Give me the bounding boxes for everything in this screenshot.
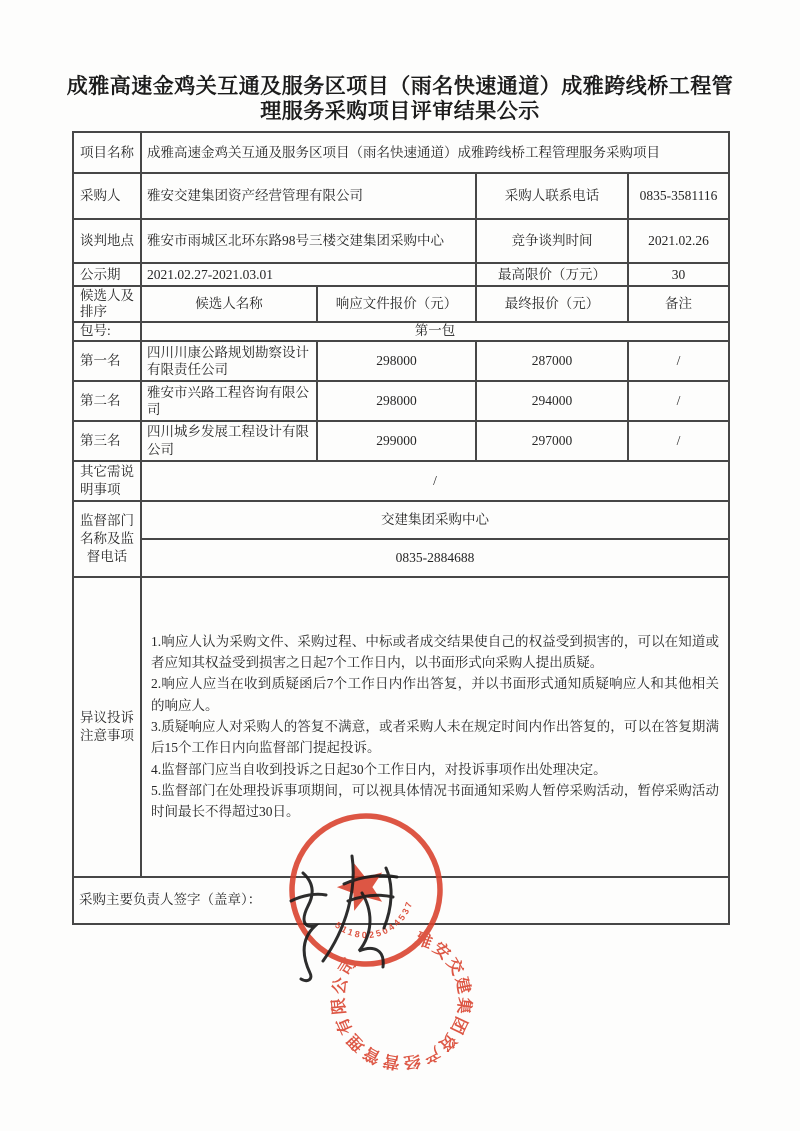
table-row-candidates-header [73,286,729,322]
candidates-docprice-header: 响应文件报价（元） [317,286,476,322]
other-notes-value: / [141,461,729,501]
publicity-period-label: 公示期 [73,263,141,286]
seal-number: 5118025044537 [333,898,415,941]
table-row-package [73,322,729,341]
package-value: 第一包 [141,322,729,341]
candidates-name-header: 候选人名称 [141,286,317,322]
candidate-rank: 第一名 [73,341,141,381]
candidate-rank: 第三名 [73,421,141,461]
publicity-period-value: 2021.02.27-2021.03.01 [141,263,476,286]
candidate-final-price: 287000 [476,341,628,381]
candidates-rank-header: 候选人及排序 [73,286,141,322]
candidate-doc-price: 298000 [317,381,476,421]
purchaser-label: 采购人 [73,173,141,219]
signature-label: 采购主要负责人签字（盖章）： [73,877,729,924]
supervision-label: 监督部门名称及监督电话 [73,501,141,577]
seal-company-name: 雅安交建集团资产经营管理有限公司 [329,929,474,1072]
objection-label: 异议投诉注意事项 [73,577,141,877]
candidate-name: 四川城乡发展工程设计有限公司 [141,421,317,461]
purchaser-value: 雅安交建集团资产经营管理有限公司 [141,173,476,219]
table-row-negotiation [73,219,729,263]
objection-content [141,577,729,877]
candidate-remark: / [628,381,729,421]
table-row-other-notes [73,461,729,501]
candidate-row [73,341,729,381]
candidate-name: 四川川康公路规划勘察设计有限责任公司 [141,341,317,381]
candidates-remark-header: 备注 [628,286,729,322]
page-title-line2: 理服务采购项目评审结果公示 [260,100,540,123]
table-row-objection [73,577,729,877]
objection-item: 1.响应人认为采购文件、采购过程、中标或者成交结果使自己的权益受到损害的，可以在知道或者应知其权益受到损害之日起7个工作日内，以书面形式向采购人提出质疑。 [151,633,719,670]
svg-text:雅安交建集团资产经营管理有限公司 [312,917,495,1093]
negotiation-place-value: 雅安市雨城区北环东路98号三楼交建集团采购中心 [141,219,476,263]
objection-item: 5.监督部门在处理投诉事项期间，可以视具体情况书面通知采购人暂停采购活动，暂停采购活动时间最长不得超过30日。 [151,782,719,820]
page-title-line1: 成雅高速金鸡关互通及服务区项目（雨名快速通道）成雅跨线桥工程管 [66,75,734,98]
candidate-name: 雅安市兴路工程咨询有限公司 [141,381,317,421]
objection-item: 4.监督部门应当自收到投诉之日起30个工作日内，对投诉事项作出处理决定。 [151,761,607,777]
supervision-department: 交建集团采购中心 [141,501,729,539]
max-price-label: 最高限价（万元） [476,263,628,286]
candidate-rank: 第二名 [73,381,141,421]
max-price-value: 30 [628,263,729,286]
project-name-value: 成雅高速金鸡关互通及服务区项目（雨名快速通道）成雅跨线桥工程管理服务采购项目 [141,132,729,173]
table-row-supervision-dept [73,501,729,539]
candidate-doc-price: 299000 [317,421,476,461]
candidate-row [73,421,729,461]
candidate-final-price: 297000 [476,421,628,461]
objection-item: 3.质疑响应人对采购人的答复不满意，或者采购人未在规定时间内作出答复的，可以在答复期满后15个工作日内向监督部门提起投诉。 [151,718,719,756]
supervision-phone: 0835-2884688 [141,539,729,577]
purchaser-phone-label: 采购人联系电话 [476,173,628,219]
announcement-table [72,131,730,925]
candidates-finalprice-header: 最终报价（元） [476,286,628,322]
page-title [30,74,770,124]
candidate-final-price: 294000 [476,381,628,421]
negotiation-time-label: 竞争谈判时间 [476,219,628,263]
negotiation-time-value: 2021.02.26 [628,219,729,263]
other-notes-label: 其它需说明事项 [73,461,141,501]
objection-item: 2.响应人应当在收到质疑函后7个工作日内作出答复，并以书面形式通知质疑响应人和其他相关的响应人。 [151,676,719,713]
project-name-label: 项目名称 [73,132,141,173]
purchaser-phone-value: 0835-3581116 [628,173,729,219]
table-row-purchaser [73,173,729,219]
candidate-remark: / [628,421,729,461]
table-row-supervision-phone [73,539,729,577]
package-label: 包号: [73,322,141,341]
candidate-remark: / [628,341,729,381]
table-row-publicity [73,263,729,286]
negotiation-place-label: 谈判地点 [73,219,141,263]
table-row-signature [73,877,729,924]
candidate-row [73,381,729,421]
candidate-doc-price: 298000 [317,341,476,381]
table-row-project-name [73,132,729,173]
